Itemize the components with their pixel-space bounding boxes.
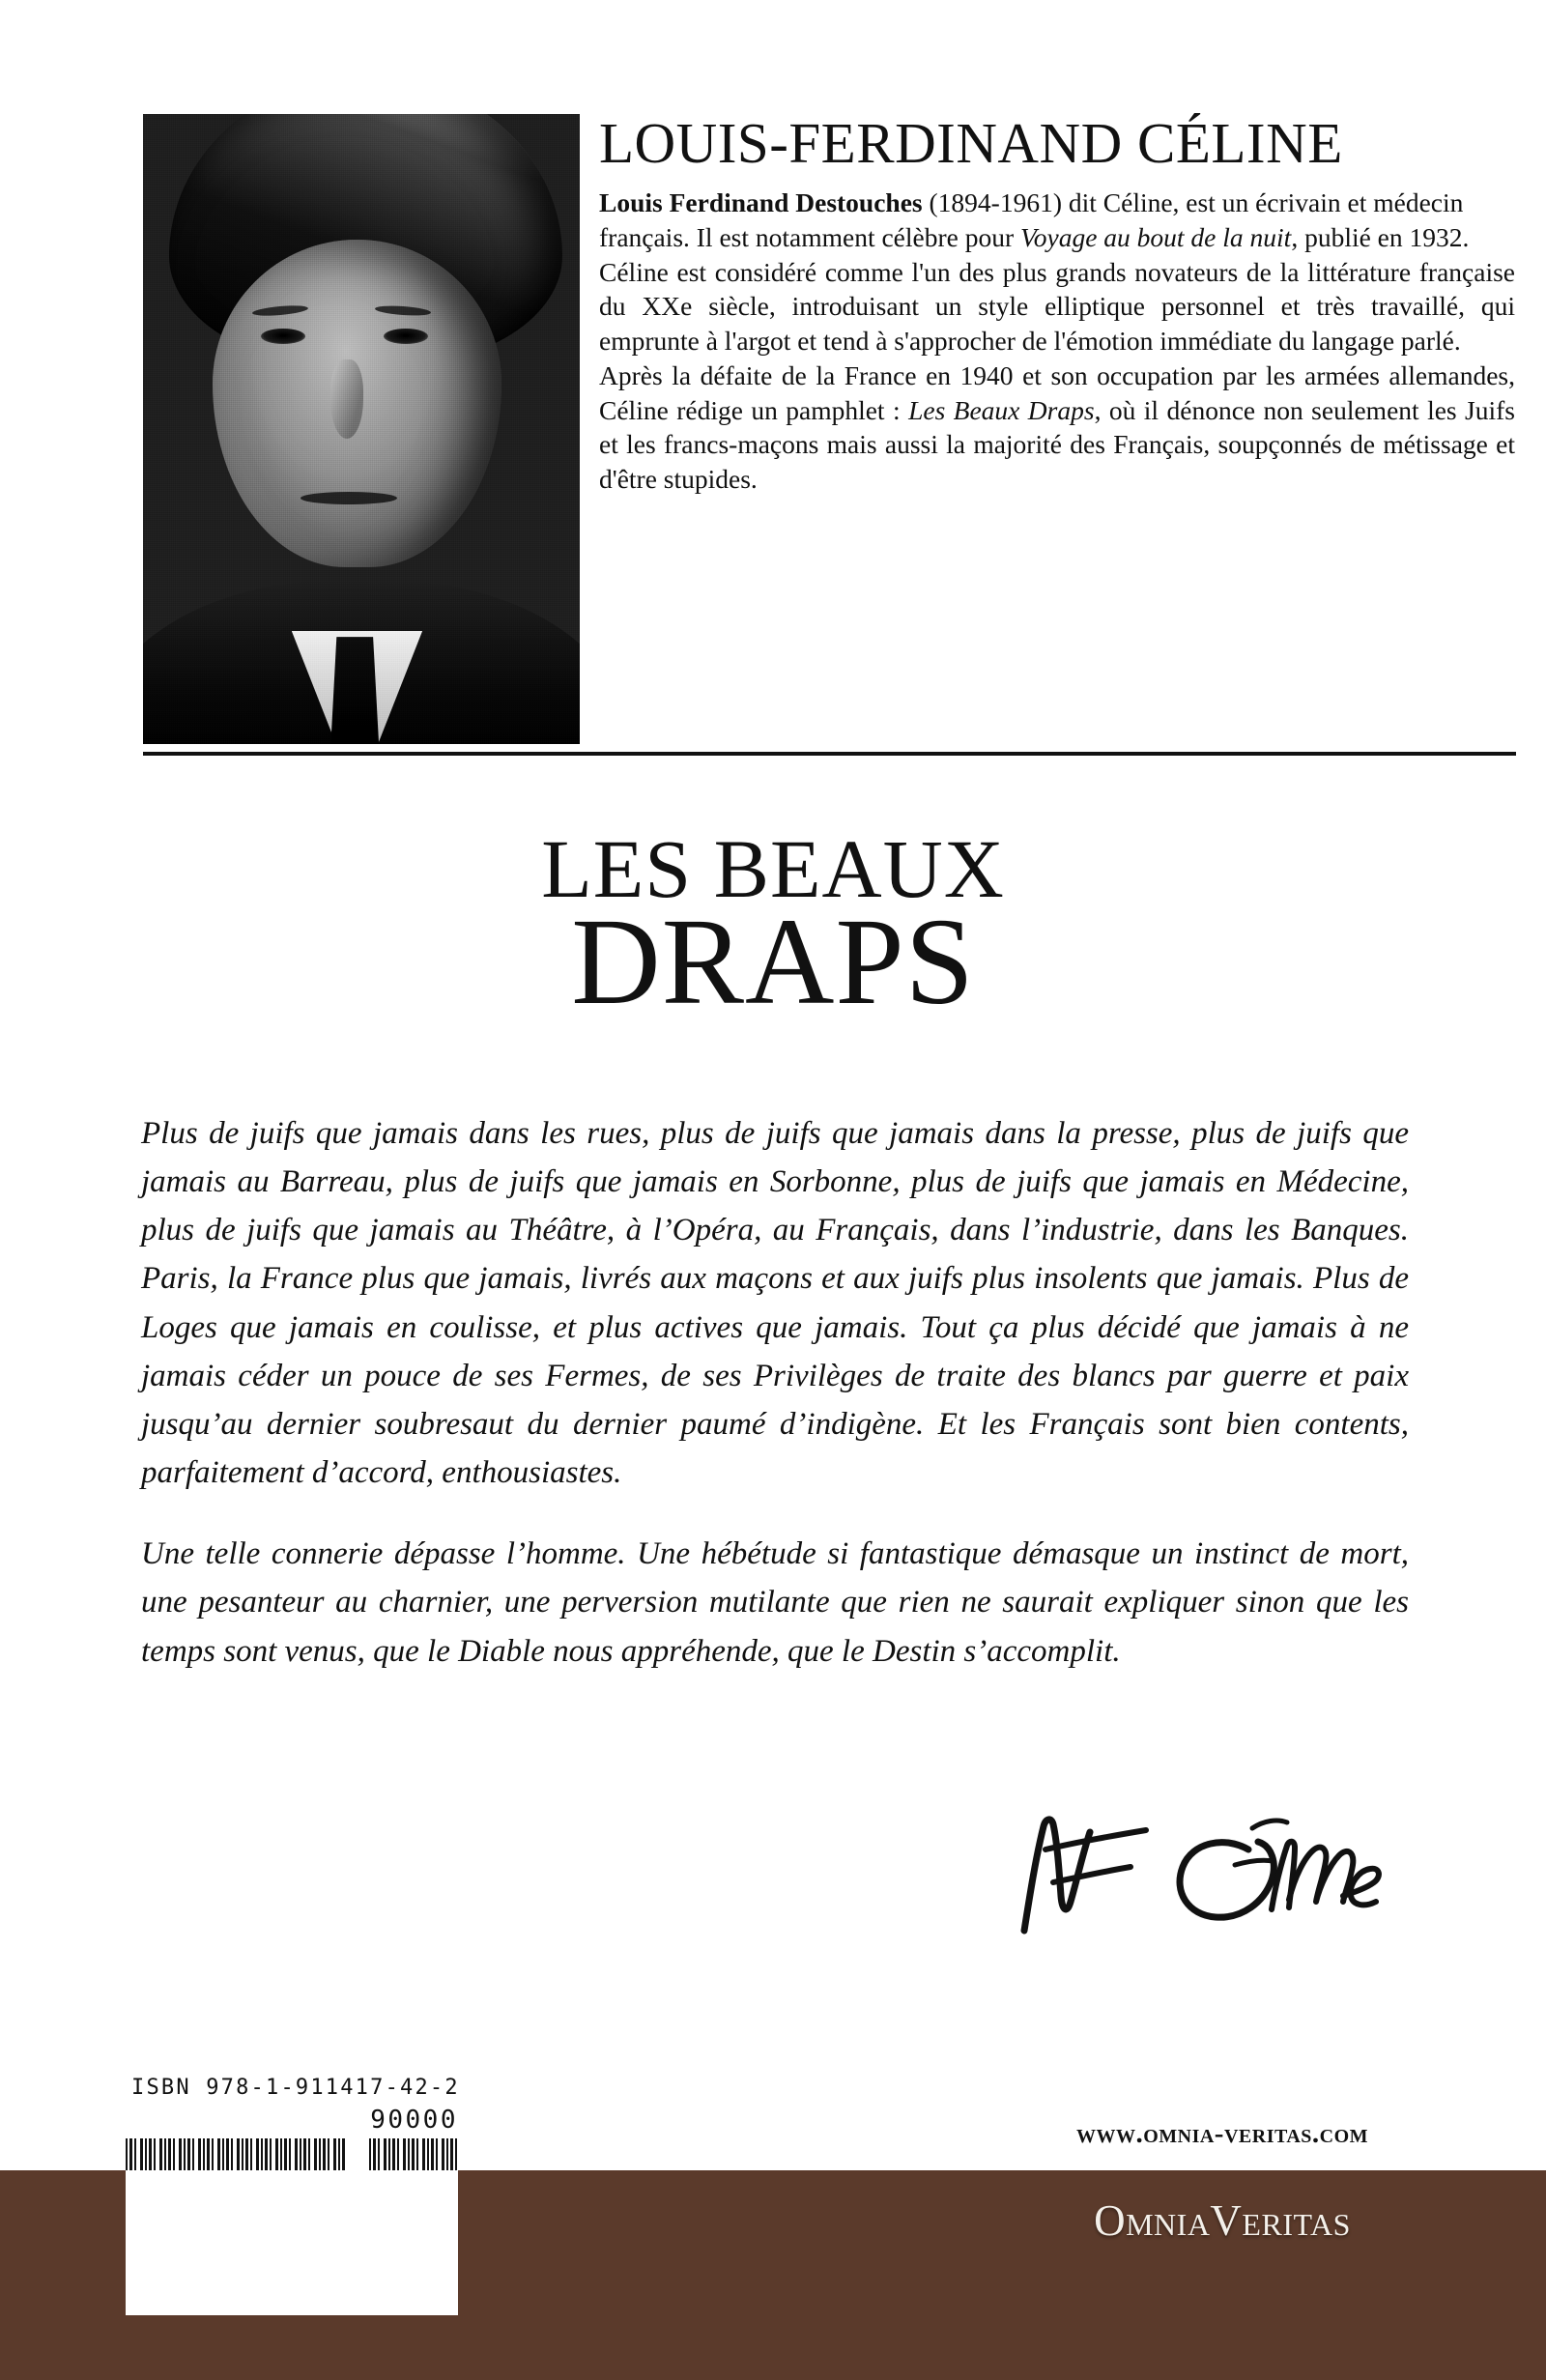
author-bio-paragraph-3 [599,358,1515,497]
author-block [143,111,1516,754]
publisher-website[interactable]: www.omnia-veritas.com [1075,2118,1369,2149]
author-bio-1-rest: (1894-1961) dit Céline, est un écrivain et médecin français. Il est notamment célèbre pour [599,187,1464,252]
excerpt-paragraph-1: Plus de juifs que jamais dans les rues, plus de juifs que jamais dans la presse, plus de juifs que jamais au Barreau, plus de juifs que jamais en Sorbonne, plus de juifs que jamais en Médecine, plus de juifs que jamais au Théâtre, à l’Opéra, au Français, dans l’industrie, dans les Banques. Paris, la France plus que jamais, livrés aux maçons et aux juifs plus insolents que jamais. Plus de Loges que jamais en coulisse, et plus actives que jamais. Tout ça plus décidé que jamais à ne jamais céder un pouce de ses Fermes, de ses Privilèges de traite des blancs par guerre et paix jusqu’au dernier soubresaut du dernier paumé d’indigène. Et les Français sont bien contents, parfaitement d’accord, enthousiastes. [141,1116,1409,1491]
author-bio-1-tail: , publié en 1932. [1291,221,1470,252]
author-bio-3-b: , où il dénonce non seulement les Juifs et les francs-maçons mais aussi la majorité des Français, soupçonnés de métissage et d'être stupides. [599,394,1516,495]
book-excerpt [141,1109,1409,1676]
author-text-column [599,111,1516,497]
author-portrait-photo [143,114,580,744]
publisher-logo-text: OmniaVeritas [1094,2196,1351,2245]
portrait-film-grain [143,114,580,744]
book-reference-les-beaux-draps: Les Beaux Draps [908,394,1095,425]
excerpt-paragraph-2: Une telle connerie dépasse l’homme. Une hébétude si fantastique démasque un instinct de mort, une pesanteur au charnier, une perversion mutilante que rien ne saurait expliquer sinon que les temps sont venus, que le Diable nous appréhende, que le Destin s’accomplit. [141,1536,1409,1669]
author-bio-paragraph-1 [599,186,1515,255]
book-title-line-1: LES BEAUX [541,822,1005,915]
book-reference-voyage: Voyage au bout de la nuit [1020,221,1292,252]
book-title [0,822,1546,1030]
barcode-white-backing [126,2170,458,2315]
author-bio-3-a: Après la défaite de la France en 1940 et son occupation par les armées allemandes, Céline rédige un pamphlet : [599,359,1515,425]
book-title-line-2: DRAPS [571,892,975,1030]
signature-icon [986,1793,1391,1938]
author-name-heading: LOUIS-FERDINAND CÉLINE [599,111,1343,175]
publisher-logo [1019,2195,1425,2246]
barcode-addon-number: 90000 [370,2106,458,2135]
isbn-number: ISBN 978-1-911417-42-2 [131,2076,460,2100]
author-bio-paragraph-2: Céline est considéré comme l'un des plus grands novateurs de la littérature française du XXe siècle, introduisant un style elliptique personnel et très travaillé, qui emprunte à l'argot et tend à s'approcher de l'émotion immédiate du langage parlé. [599,256,1515,357]
horizontal-divider [143,752,1516,756]
author-signature [986,1793,1391,1938]
author-fullname: Louis Ferdinand Destouches [599,187,923,218]
